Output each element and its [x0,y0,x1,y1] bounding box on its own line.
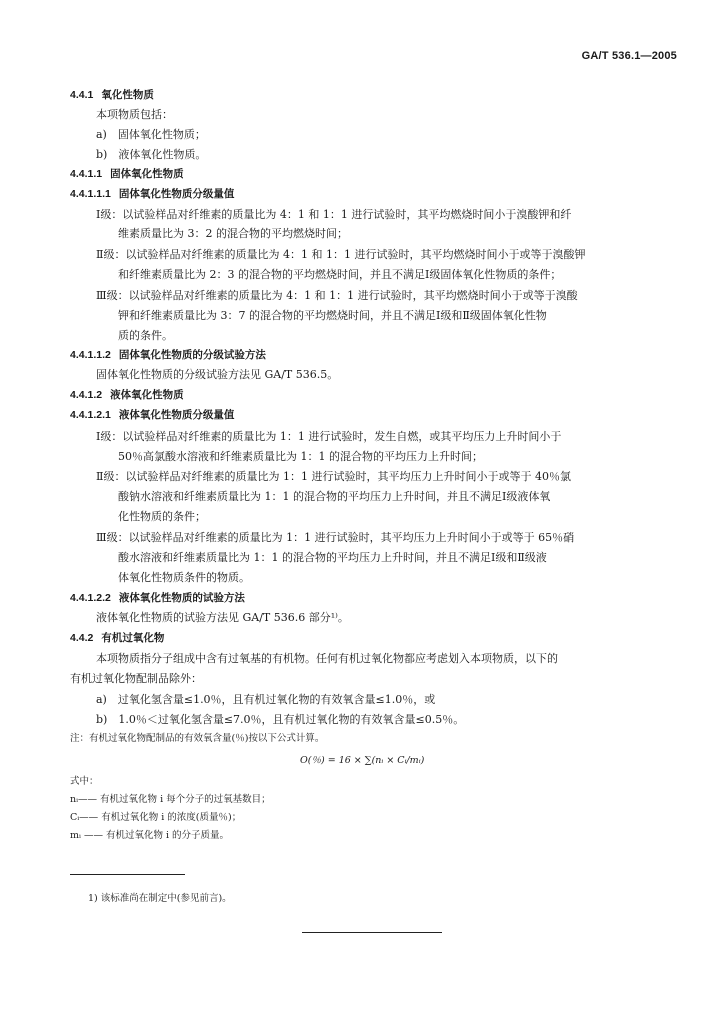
solid-grade-1-line-1: Ⅰ级：以试验样品对纤维素的质量比为 4：1 和 1：1 进行试验时，其平均燃烧时间小于溴酸钾和纤 [96,208,572,221]
end-rule [302,932,442,933]
section-title: 氧化性物质 [101,89,154,101]
liquid-grade-3-line-3: 体氧化性物质条件的物质。 [118,571,250,584]
solid-grade-3-line-2: 钾和纤维素质量比为 3：7 的混合物的平均燃烧时间，并且不满足Ⅰ级和Ⅱ级固体氧化性物 [118,309,547,322]
section-title: 有机过氧化物 [101,632,165,644]
variable-definition: mᵢ —— 有机过氧化物 i 的分子质量。 [70,830,230,841]
liquid-grade-1-line-2: 50％高氯酸水溶液和纤维素质量比为 1：1 的混合物的平均压力上升时间； [118,450,483,463]
section-number: 4.4.1.1.1 [70,188,111,200]
heading-4-4-1-2 [70,388,685,402]
heading-4-4-1-2-2 [70,591,685,605]
formula: O(％) = 16 × ∑(nᵢ × Cᵢ/mᵢ) [300,755,425,766]
paragraph: 固体氧化性物质的分级试验方法见 GA/T 536.5。 [96,368,339,381]
heading-4-4-1-1-2 [70,348,685,362]
variable-definition: nᵢ—— 有机过氧化物 i 每个分子的过氧基数目； [70,794,271,805]
liquid-grade-1-line-1: Ⅰ级：以试验样品对纤维素的质量比为 1：1 进行试验时，发生自燃，或其平均压力上升时间小于 [96,430,562,443]
list-item: a) 过氧化氢含量≤1.0％，且有机过氧化物的有效氧含量≤1.0％，或 [96,693,436,706]
liquid-grade-2-line-1: Ⅱ级：以试验样品对纤维素的质量比为 1：1 进行试验时，其平均压力上升时间小于或等于 40％氯 [96,470,571,483]
footnote: 1) 该标准尚在制定中(参见前言)。 [88,893,232,904]
paragraph-line-1: 本项物质指分子组成中含有过氧基的有机物。任何有机过氧化物都应考虑划入本项物质，以下的 [96,652,558,665]
section-title: 液体氧化性物质的试验方法 [118,592,245,604]
liquid-grade-2-line-2: 酸钠水溶液和纤维素质量比为 1：1 的混合物的平均压力上升时间，并且不满足Ⅰ级液体氧 [118,490,551,503]
paragraph-line-2: 有机过氧化物配制品除外： [70,672,202,685]
solid-grade-2-line-1: Ⅱ级：以试验样品对纤维素的质量比为 4：1 和 1：1 进行试验时，其平均燃烧时间小于或等于溴酸钾 [96,248,586,261]
section-number: 4.4.1 [70,89,94,101]
solid-grade-3-line-1: Ⅲ级：以试验样品对纤维素的质量比为 4：1 和 1：1 进行试验时，其平均燃烧时间小于或等于溴酸 [96,289,578,302]
heading-4-4-1-1 [70,167,685,181]
section-number: 4.4.1.2.1 [70,409,111,421]
liquid-grade-3-line-1: Ⅲ级：以试验样品对纤维素的质量比为 1：1 进行试验时，其平均压力上升时间小于或等于 65％硝 [96,531,575,544]
section-number: 4.4.1.2.2 [70,592,111,604]
list-item: a) 固体氧化性物质； [96,128,206,141]
heading-4-4-1-2-1 [70,408,685,422]
section-number: 4.4.1.2 [70,389,103,401]
paragraph: 本项物质包括： [96,108,173,121]
section-title: 液体氧化性物质 [110,389,184,401]
section-title: 液体氧化性物质分级量值 [118,409,235,421]
solid-grade-3-line-3: 质的条件。 [118,329,173,342]
liquid-grade-3-line-2: 酸水溶液和纤维素质量比为 1：1 的混合物的平均压力上升时间，并且不满足Ⅰ级和Ⅱ级液 [118,551,547,564]
section-number: 4.4.1.1 [70,168,103,180]
heading-4-4-1 [70,88,685,102]
section-title: 固体氧化性物质的分级试验方法 [118,349,266,361]
section-title: 固体氧化性物质 [110,168,184,180]
variable-definition: Cᵢ—— 有机过氧化物 i 的浓度(质量％)； [70,812,242,823]
list-item: b) 1.0％＜过氧化氢含量≤7.0％，且有机过氧化物的有效氧含量≤0.5％。 [96,713,465,726]
section-number: 4.4.1.1.2 [70,349,111,361]
section-title: 固体氧化性物质分级量值 [118,188,235,200]
heading-4-4-2 [70,631,685,645]
solid-grade-1-line-2: 维素质量比为 3：2 的混合物的平均燃烧时间； [118,227,348,240]
document-number: GA/T 536.1—2005 [581,50,677,62]
list-item: b) 液体氧化性物质。 [96,148,207,161]
where-label: 式中： [70,776,99,787]
paragraph: 液体氧化性物质的试验方法见 GA/T 536.6 部分¹⁾。 [96,611,349,624]
footnote-separator [70,874,185,875]
heading-4-4-1-1-1 [70,187,685,201]
solid-grade-2-line-2: 和纤维素质量比为 2：3 的混合物的平均燃烧时间，并且不满足Ⅰ级固体氧化性物质的条件； [118,268,562,281]
liquid-grade-2-line-3: 化性物质的条件； [118,510,206,523]
section-number: 4.4.2 [70,632,94,644]
note: 注：有机过氧化物配制品的有效氧含量(％)按以下公式计算。 [70,733,325,744]
